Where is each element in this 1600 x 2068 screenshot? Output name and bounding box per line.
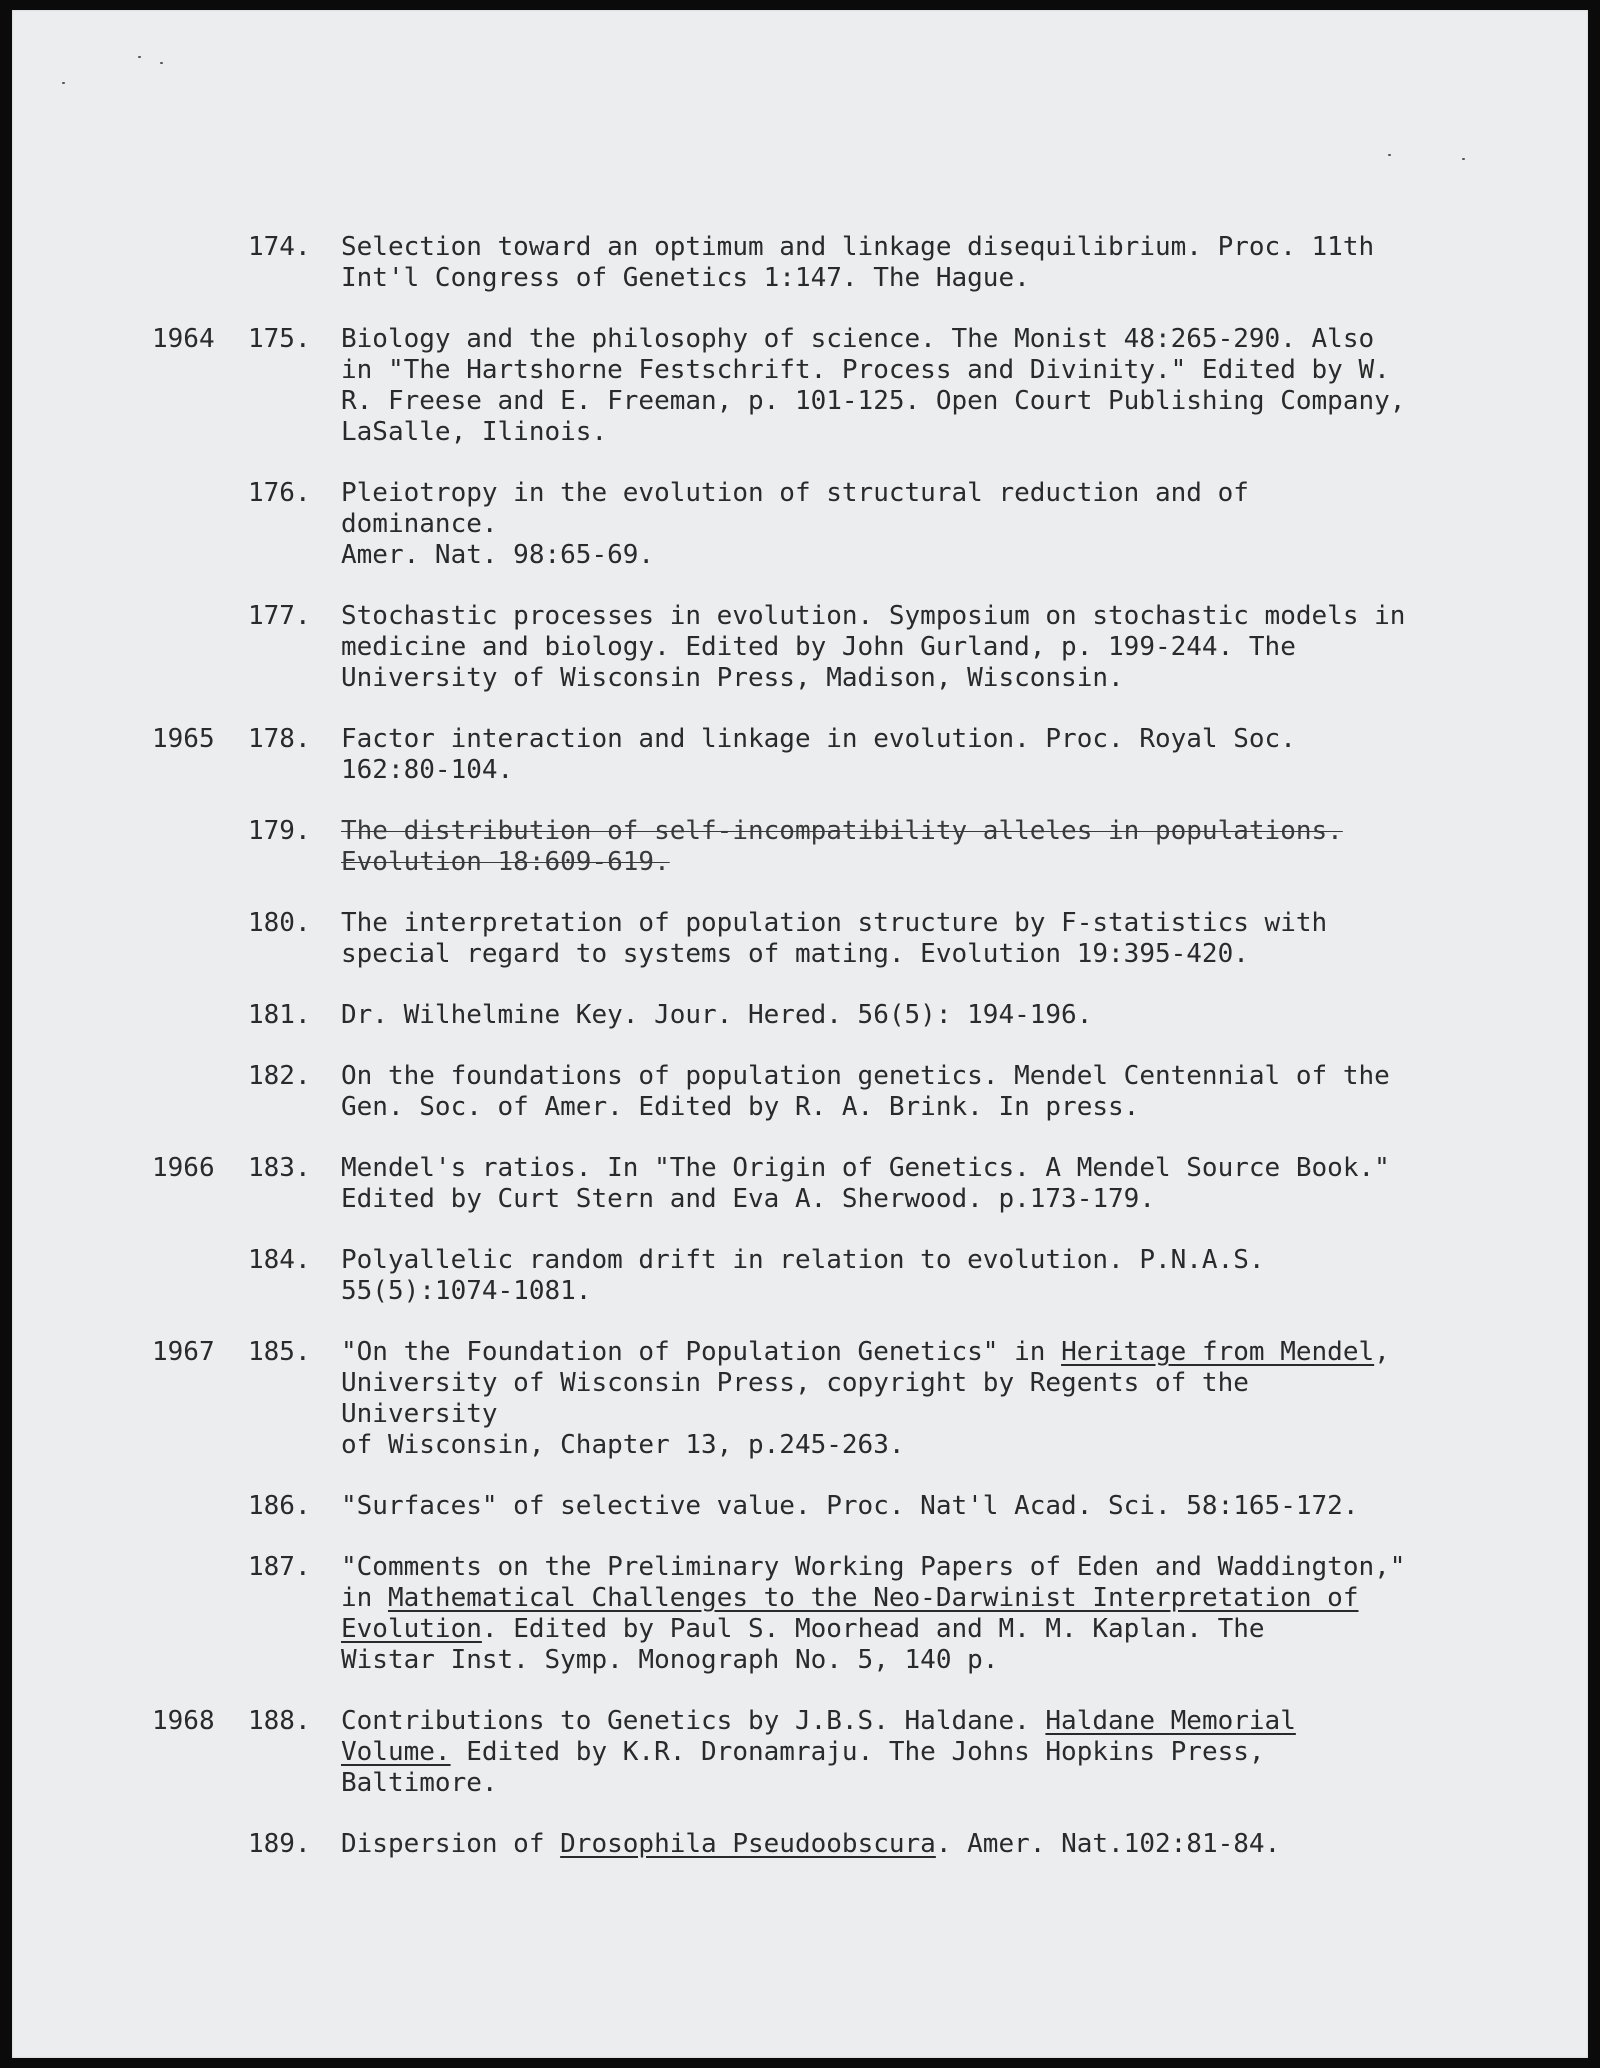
underlined-title: Mathematical Challenges to the Neo-Darwinist Interpretation of Evolution	[341, 1583, 1359, 1644]
citation-text: Mendel's ratios. In "The Origin of Genetics. A Mendel Source Book." Edited by Curt Stern and Eva A. Sherwood. p.173-179.	[341, 1153, 1390, 1214]
entry-citation	[341, 1337, 1421, 1461]
entry-number: 175.	[248, 324, 311, 354]
entry-citation	[341, 601, 1421, 694]
entry-number: 189.	[248, 1829, 311, 1859]
scan-speck	[160, 62, 163, 64]
entry-number: 188.	[248, 1706, 311, 1736]
entry-number: 184.	[248, 1245, 311, 1275]
bibliography-entry	[12, 601, 1588, 694]
citation-text: Selection toward an optimum and linkage disequilibrium. Proc. 11th Int'l Congress of Genetics 1:147. The Hague.	[341, 232, 1375, 293]
citation-text: Stochastic processes in evolution. Symposium on stochastic models in medicine and biology. Edited by John Gurland, p. 199-244. The University of Wisconsin Press, Madison, Wisconsin.	[341, 601, 1406, 693]
entry-citation	[341, 1245, 1421, 1307]
scan-speck	[138, 56, 141, 58]
citation-text: Dispersion of	[341, 1829, 561, 1859]
entry-citation	[341, 1491, 1421, 1522]
citation-text: , University of Wisconsin Press, copyright by Regents of the University of Wisconsin, Chapter 13, p.245-263.	[341, 1337, 1390, 1460]
bibliography-entry	[12, 1337, 1588, 1461]
entry-number: 182.	[248, 1061, 311, 1091]
citation-text: The interpretation of population structure by F-statistics with special regard to systems of mating. Evolution 19:395-420.	[341, 908, 1328, 969]
citation-text: Pleiotropy in the evolution of structural reduction and of dominance. Amer. Nat. 98:65-69.	[341, 478, 1249, 570]
scan-speck	[1388, 154, 1391, 156]
entry-citation	[341, 1706, 1421, 1799]
bibliography-entry	[12, 1706, 1588, 1799]
entry-year: 1964	[152, 324, 215, 354]
citation-text: On the foundations of population genetics. Mendel Centennial of the Gen. Soc. of Amer. Edited by R. A. Brink. In press.	[341, 1061, 1390, 1122]
scan-speck	[1462, 158, 1465, 160]
entry-citation	[341, 324, 1421, 448]
underlined-title: Heritage from Mendel	[1061, 1337, 1375, 1367]
bibliography-entry	[12, 324, 1588, 448]
citation-text: Contributions to Genetics by J.B.S. Haldane.	[341, 1706, 1046, 1736]
entry-number: 181.	[248, 1000, 311, 1030]
citation-text: Biology and the philosophy of science. The Monist 48:265-290. Also in "The Hartshorne Festschrift. Process and Divinity." Edited by W. R. Freese and E. Freeman, p. 101-125. Open Court Publishing Company, LaSalle, Ilinois.	[341, 324, 1406, 447]
entry-number: 174.	[248, 232, 311, 262]
entry-number: 186.	[248, 1491, 311, 1521]
citation-text: Factor interaction and linkage in evolution. Proc. Royal Soc. 162:80-104.	[341, 724, 1296, 785]
underlined-title: Drosophila Pseudoobscura	[560, 1829, 936, 1859]
entry-citation	[341, 232, 1421, 294]
entry-citation	[341, 478, 1421, 571]
bibliography-list	[12, 232, 1588, 1890]
citation-text: The distribution of self-incompatibility alleles in populations. Evolution 18:609-619.	[341, 816, 1343, 877]
underlined-title: Haldane Memorial Volume.	[341, 1706, 1296, 1767]
bibliography-entry	[12, 908, 1588, 970]
entry-number: 187.	[248, 1552, 311, 1582]
entry-citation	[341, 1153, 1421, 1215]
citation-text: "Comments on the Preliminary Working Papers of Eden and Waddington," in	[341, 1552, 1406, 1613]
entry-citation	[341, 1061, 1421, 1123]
entry-citation	[341, 1000, 1421, 1031]
entry-citation	[341, 908, 1421, 970]
bibliography-entry	[12, 232, 1588, 294]
bibliography-entry	[12, 1491, 1588, 1522]
entry-number: 183.	[248, 1153, 311, 1183]
bibliography-entry	[12, 478, 1588, 571]
entry-year: 1966	[152, 1153, 215, 1183]
entry-citation	[341, 1552, 1421, 1676]
bibliography-entry	[12, 1061, 1588, 1123]
entry-number: 177.	[248, 601, 311, 631]
bibliography-entry	[12, 1000, 1588, 1031]
bibliography-entry	[12, 1552, 1588, 1676]
citation-text: Polyallelic random drift in relation to evolution. P.N.A.S. 55(5):1074-1081.	[341, 1245, 1265, 1306]
bibliography-entry	[12, 816, 1588, 878]
entry-year: 1968	[152, 1706, 215, 1736]
entry-number: 185.	[248, 1337, 311, 1367]
entry-number: 180.	[248, 908, 311, 938]
scan-speck	[62, 82, 65, 84]
entry-year: 1967	[152, 1337, 215, 1367]
citation-text: . Amer. Nat.102:81-84.	[935, 1829, 1281, 1859]
entry-citation-struck	[341, 816, 1421, 878]
entry-citation	[341, 724, 1421, 786]
entry-citation	[341, 1829, 1421, 1860]
entry-number: 176.	[248, 478, 311, 508]
entry-number: 178.	[248, 724, 311, 754]
document-page	[12, 10, 1588, 2058]
citation-text: "On the Foundation of Population Genetics" in	[341, 1337, 1062, 1367]
bibliography-entry	[12, 1829, 1588, 1860]
citation-text: Edited by K.R. Dronamraju. The Johns Hopkins Press, Baltimore.	[341, 1737, 1265, 1798]
entry-year: 1965	[152, 724, 215, 754]
entry-number: 179.	[248, 816, 311, 846]
citation-text: Dr. Wilhelmine Key. Jour. Hered. 56(5): 194-196.	[341, 1000, 1093, 1030]
citation-text: "Surfaces" of selective value. Proc. Nat'l Acad. Sci. 58:165-172.	[341, 1491, 1359, 1521]
bibliography-entry	[12, 724, 1588, 786]
bibliography-entry	[12, 1245, 1588, 1307]
bibliography-entry	[12, 1153, 1588, 1215]
citation-text: . Edited by Paul S. Moorhead and M. M. Kaplan. The Wistar Inst. Symp. Monograph No. 5, 140 p.	[341, 1614, 1265, 1675]
